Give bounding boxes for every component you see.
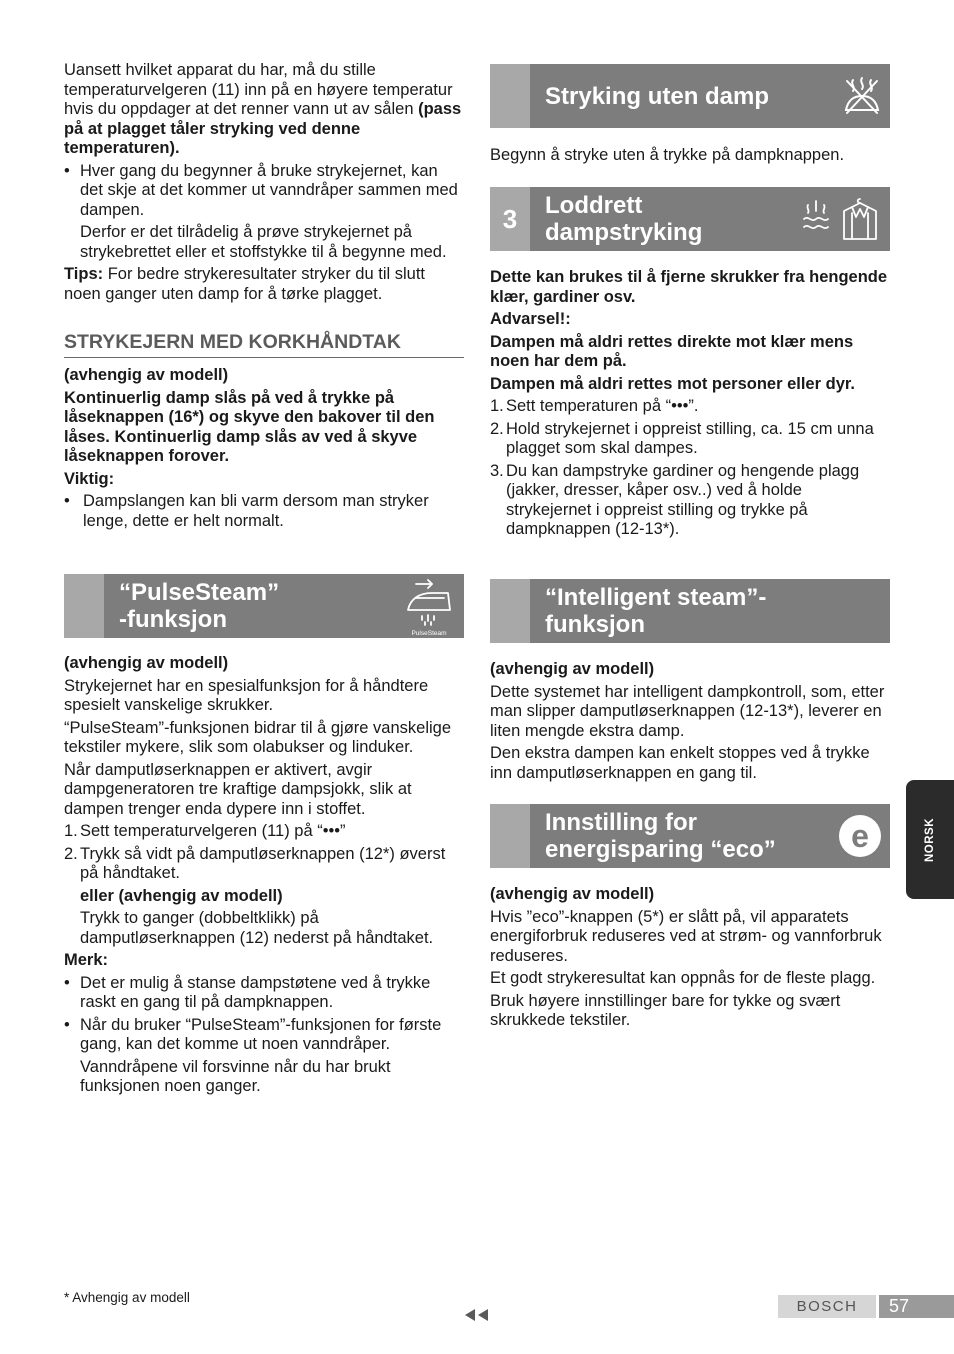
vertical-steam-banner: [490, 187, 890, 251]
brand-badge: BOSCH: [778, 1295, 876, 1318]
banner-title: Loddrett dampstryking: [545, 192, 703, 246]
banner-title: “Intelligent steam”- funksjon: [545, 584, 767, 638]
vertical-steam-icon: [800, 195, 882, 248]
vertical-steam-body: [490, 268, 890, 540]
language-side-tab: NORSK: [906, 780, 954, 899]
paragraph: Bruk høyere innstillinger bare for tykke og svært skrukkede tekstiler.: [490, 991, 841, 1029]
paragraph: Dette kan brukes til å fjerne skrukker fra hengende klær, gardiner osv.: [490, 268, 888, 306]
paragraph: Et godt strykeresultat kan oppnås for de fleste plagg.: [490, 969, 876, 987]
list-item: • Det er mulig å stanse dampstøtene ved å trykke raskt en gang til på dampknappen.: [64, 974, 464, 1013]
intro-paragraph: Uansett hvilket apparat du har, må du stille temperaturvelgeren (11) inn på en høyere temperatur hvis du oppdager at det renner vann ut av sålen (pass på at plagget tåler stryking ved denne temperaturen).: [64, 61, 462, 157]
important-label: Viktig:: [64, 469, 115, 488]
paragraph: Begynn å stryke uten å trykke på dampknappen.: [490, 146, 845, 164]
section-heading-cork-handle: STRYKEJERN MED KORKHÅNDTAK: [64, 331, 464, 358]
banner-title: Stryking uten damp: [545, 82, 770, 110]
paragraph: “PulseSteam”-funksjonen bidrar til å gjøre vanskelige tekstiler mykere, slik som olabukser og linduker.: [64, 718, 452, 756]
list-item: • Dampslangen kan bli varm dersom man stryker lenge, dette er helt normalt.: [64, 492, 464, 531]
list-item-continuation: Vanndråpene vil forsvinne når du har brukt funksjonen noen ganger.: [80, 1057, 391, 1095]
no-steam-icon: [842, 76, 882, 121]
step: 2. Hold strykejernet i oppreist stilling, ca. 15 cm unna plagget som skal dampes.: [490, 419, 874, 457]
left-column-lower: [64, 654, 464, 1097]
no-steam-body: [490, 146, 890, 166]
pulsesteam-banner: [64, 574, 464, 638]
model-note: (avhengig av modell): [64, 654, 229, 672]
or-note: eller (avhengig av modell): [80, 886, 283, 905]
warning-text: Dampen må aldri rettes direkte mot klær mens noen har dem på.: [490, 332, 854, 370]
intelligent-steam-banner: [490, 579, 890, 643]
page-number: 57: [879, 1295, 954, 1318]
paragraph: Den ekstra dampen kan enkelt stoppes ved å trykke inn damputløserknappen en gang til.: [490, 744, 870, 782]
step: 1. Sett temperaturvelgeren (11) på “•••”: [64, 822, 346, 840]
banner-title: Innstilling for energisparing “eco”: [545, 809, 776, 863]
back-arrows-icon: [463, 1307, 491, 1328]
paragraph: Dette systemet har intelligent dampkontroll, som, etter man slipper damputløserknappen (12-13*), leverer en liten mengde ekstra damp.: [490, 682, 885, 740]
step: 3. Du kan dampstryke gardiner og hengende plagg (jakker, dresser, kåper osv..) ved å holde strykejernet i oppreist stilling og trykke på dampknappen (12-13*).: [490, 461, 860, 538]
banner-tab: [490, 804, 530, 868]
eco-banner: [490, 804, 890, 868]
paragraph: Hvis ”eco”-knappen (5*) er slått på, vil apparatets energiforbruk reduseres ved at strøm- og vannforbruk reduseres.: [490, 907, 882, 965]
banner-tab: [490, 579, 530, 643]
eco-body: [490, 885, 890, 1031]
list-item: • Når du bruker “PulseSteam”-funksjonen for første gang, kan det komme ut noen vanndråper.: [64, 1016, 464, 1055]
note-label: Merk:: [64, 951, 109, 969]
eco-icon: [838, 814, 882, 863]
banner-tab: [64, 574, 104, 638]
pulsesteam-icon: [404, 578, 454, 641]
paragraph: Trykk to ganger (dobbeltklikk) på damputløserknappen (12) nederst på håndtaket.: [80, 909, 434, 947]
left-column: [64, 61, 464, 531]
list-item: • Hver gang du begynner å bruke strykejernet, kan det skje at det kommer ut vanndråper sammen med dampen.: [64, 162, 464, 221]
model-note: (avhengig av modell): [490, 885, 655, 903]
tips-paragraph: Tips: For bedre strykeresultater stryker du til slutt noen ganger uten damp for å tørke plagget.: [64, 265, 425, 303]
model-note: (avhengig av modell): [490, 660, 655, 678]
model-note: (avhengig av modell): [64, 366, 229, 384]
banner-tab: [490, 64, 530, 128]
step: 1. Sett temperaturen på “•••”.: [490, 397, 699, 415]
warning-label: Advarsel!:: [490, 310, 571, 328]
cork-description: Kontinuerlig damp slås på ved å trykke på låseknappen (16*) og skyve den bakover til den låses. Kontinuerlig damp slås av ved å skyve låseknappen forover.: [64, 388, 435, 465]
warning-text: Dampen må aldri rettes mot personer eller dyr.: [490, 374, 855, 393]
no-steam-banner: [490, 64, 890, 128]
intelligent-steam-body: [490, 660, 890, 783]
banner-title: “PulseSteam” -funksjon: [119, 579, 280, 633]
paragraph: Når damputløserknappen er aktivert, avgir dampgeneratoren tre kraftige dampsjokk, slik at dampen trenger enda dypere inn i stoffet.: [64, 760, 412, 818]
svg-text:e: e: [851, 818, 869, 854]
step: 2. Trykk så vidt på damputløserknappen (12*) øverst på håndtaket.: [64, 844, 446, 882]
list-item-continuation: Derfor er det tilrådelig å prøve strykejernet på strykebrettet eller et stoffstykke til å begynne med.: [80, 223, 447, 261]
footnote: * Avhengig av modell: [64, 1290, 190, 1305]
svg-text:PulseSteam: PulseSteam: [411, 630, 447, 636]
paragraph: Strykejernet har en spesialfunksjon for å håndtere spesielt vanskelige skrukker.: [64, 676, 429, 714]
banner-number: 3: [490, 187, 530, 251]
